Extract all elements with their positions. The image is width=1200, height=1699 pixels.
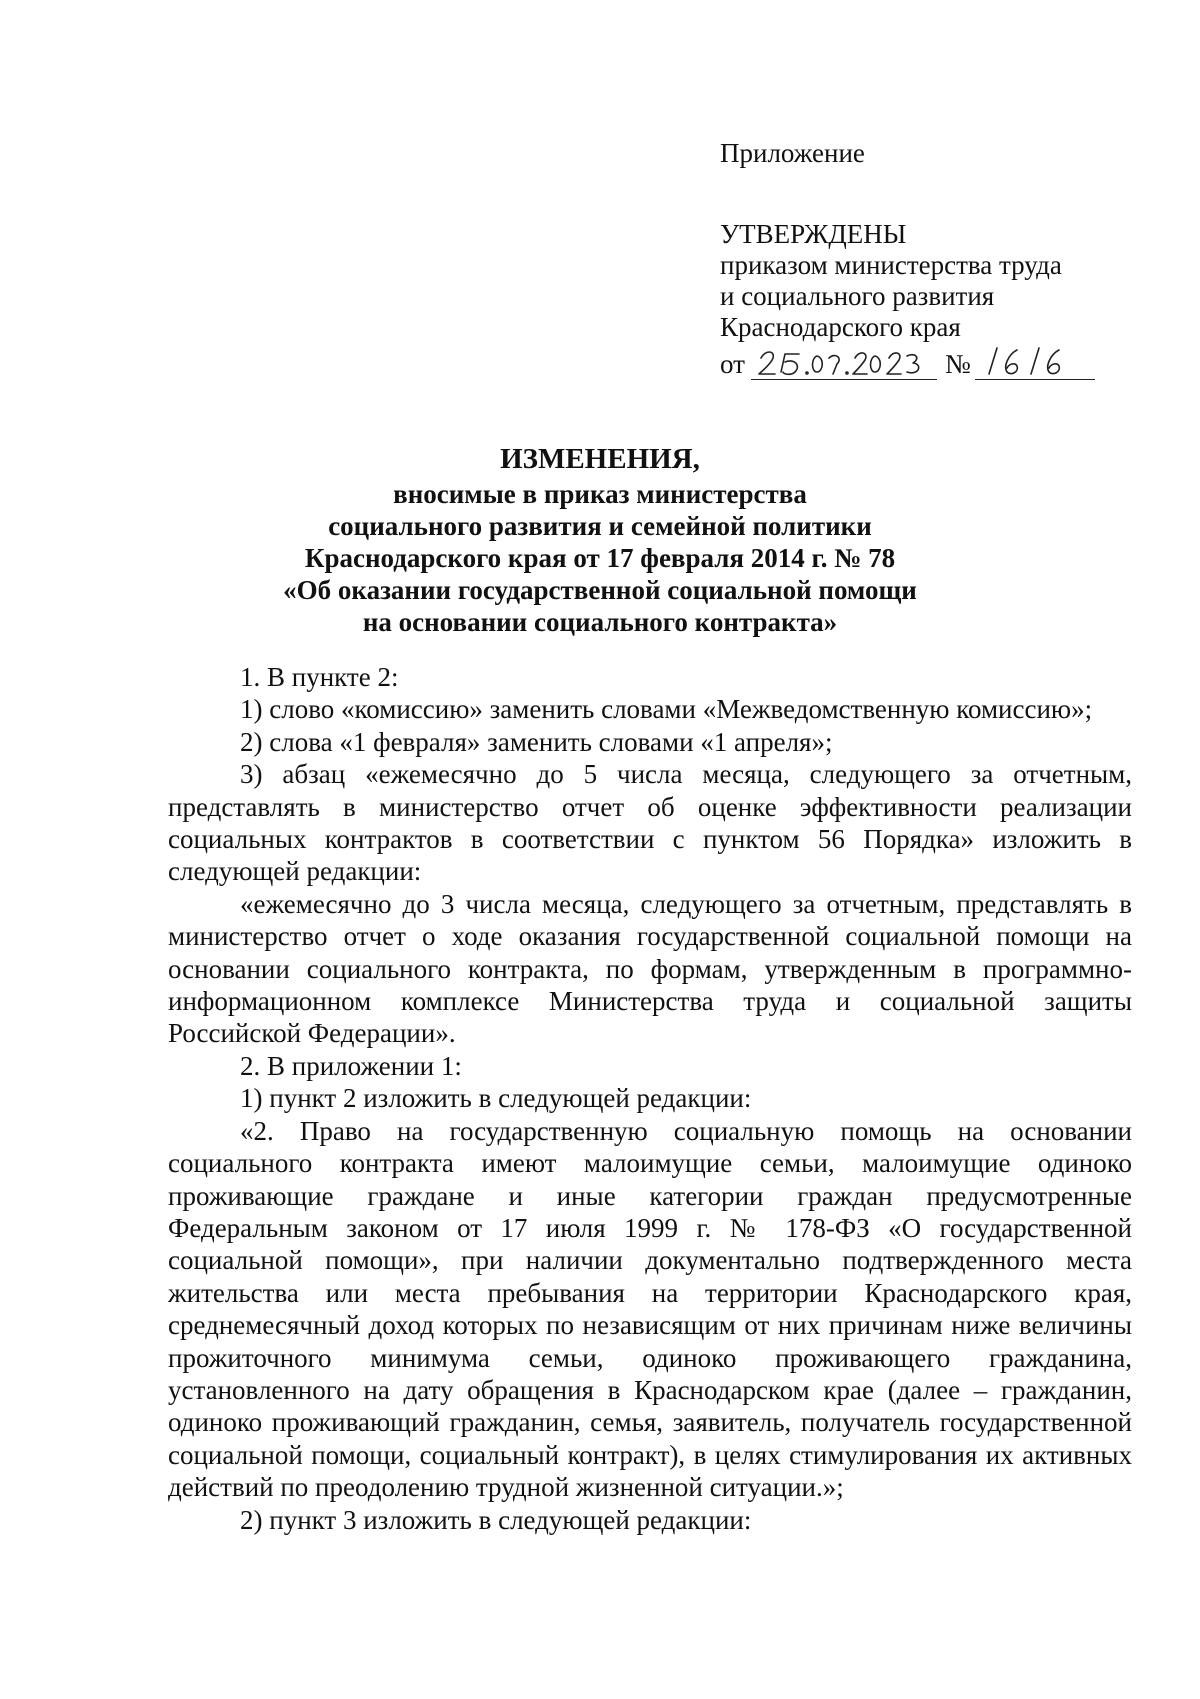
paragraph-5: «ежемесячно до 3 числа месяца, следующего за отчетным, представлять в министерство отчет о ходе оказания государственной социальной помощи на основании социального контракта, по формам, утвержденным в программно-информационном комплексе Министерства труда и социальной защиты Российской Федерации».	[168, 888, 1132, 1049]
document-title	[150, 443, 1050, 638]
approval-line-2: и социального развития	[720, 281, 995, 311]
title-line-4: «Об оказании государственной социальной помощи	[283, 575, 917, 605]
paragraph-7: 1) пункт 2 изложить в следующей редакции:	[240, 1083, 752, 1114]
paragraph-6: 2. В приложении 1:	[240, 1050, 462, 1081]
date-prefix: от	[720, 349, 745, 379]
paragraph-8: «2. Право на государственную социальную помощь на основании социального контракта имеют малоимущие семьи, малоимущие одиноко проживающие граждане и иные категории граждан предусмотренные Федеральным законом от 17 июля 1999 г. № 178-ФЗ «О государственной социальной помощи», при наличии документально подтвержденного места жительства или места пребывания на территории Краснодарского края, среднемесячный доход которых по независящим от них причинам ниже величины прожиточного минимума семьи, одиноко проживающего гражданина, установленного на дату обращения в Краснодарском крае (далее – гражданин, одиноко проживающий гражданин, семья, заявитель, получатель государственной социальной помощи, социальный контракт), в целях стимулирования их активных действий по преодолению трудной жизненной ситуации.»;	[168, 1115, 1132, 1503]
approval-line-1: приказом министерства труда	[720, 250, 1062, 280]
date-number-line	[720, 345, 1120, 380]
title-line-3: Краснодарского края от 17 февраля 2014 г. № 78	[304, 543, 896, 573]
handwritten-date-icon	[751, 344, 937, 378]
title-line-1: вносимые в приказ министерства	[393, 479, 807, 509]
title-main: ИЗМЕНЕНИЯ,	[500, 443, 700, 475]
paragraph-1: 1. В пункте 2:	[240, 662, 399, 692]
paragraph-4: 3) абзац «ежемесячно до 5 числа месяца, следующего за отчетным, представлять в министерство отчет об оценке эффективности реализации социальных контрактов в соответствии с пунктом 56 Порядка» изложить в следующей редакции:	[168, 759, 1132, 887]
number-prefix: №	[944, 349, 971, 379]
handwritten-number-icon	[975, 344, 1095, 378]
handwritten-date	[751, 345, 937, 380]
approved-label: УТВЕРЖДЕНЫ	[720, 219, 907, 249]
handwritten-number	[975, 345, 1095, 380]
approval-block	[720, 138, 1120, 380]
paragraph-2: 1) слово «комиссию» заменить словами «Межведомственную комиссию»;	[240, 694, 1093, 725]
title-line-2: социального развития и семейной политики	[328, 511, 872, 541]
document-body	[168, 661, 1132, 1536]
paragraph-9: 2) пункт 3 изложить в следующей редакции:	[240, 1504, 752, 1535]
title-line-5: на основании социального контракта»	[362, 607, 838, 637]
approval-line-3: Краснодарского края	[720, 312, 961, 342]
appendix-label: Приложение	[720, 138, 865, 168]
paragraph-3: 2) слова «1 февраля» заменить словами «1 апреля»;	[240, 726, 833, 757]
